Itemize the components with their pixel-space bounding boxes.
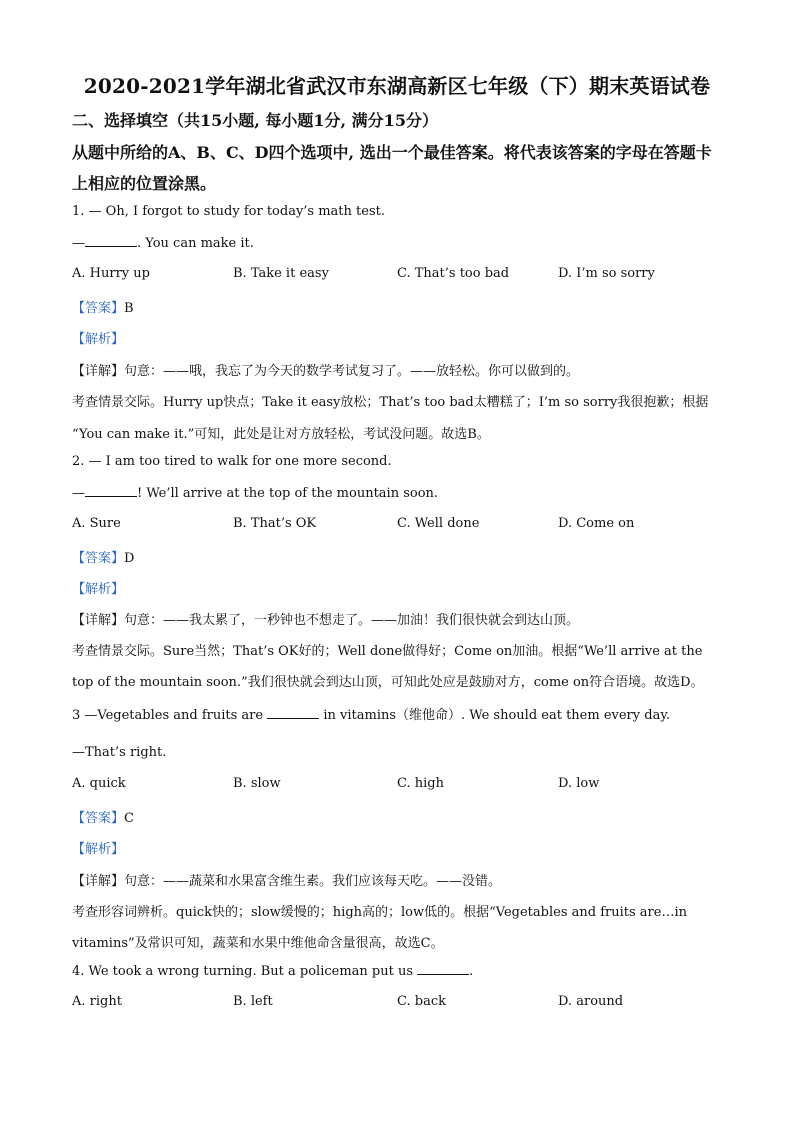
q3-option-d: D. low (558, 776, 600, 791)
q3-answer (72, 807, 728, 826)
q2-response (72, 485, 728, 501)
q3-stem-end: in vitamins（维他命）. We should eat them every day. (323, 708, 671, 723)
q3-answer-value: C (124, 811, 134, 826)
instruction-line-2: 上相应的位置涂黑。 (72, 174, 217, 193)
q3-blank (267, 707, 319, 719)
q1-response (72, 235, 728, 251)
q2-option-c: C. Well done (397, 516, 480, 531)
q1-explain-1: 考查情景交际。Hurry up快点；Take it easy放松；That’s too bad太糟糕了；I’m so sorry我很抱歉；根据 (72, 395, 709, 410)
q3-analysis (72, 838, 728, 857)
q4-stem (72, 963, 728, 979)
q3-option-a: A. quick (72, 776, 126, 791)
q3-response: —That’s right. (72, 745, 167, 760)
answer-label: 【答案】 (72, 301, 125, 316)
q1-analysis (72, 328, 728, 347)
q4-blank (417, 963, 469, 975)
q3-detail-text: 句意：——蔬菜和水果富含维生素。我们应该每天吃。——没错。 (124, 874, 502, 889)
q1-detail-text: 句意：——哦，我忘了为今天的数学考试复习了。——放轻松。你可以做到的。 (124, 364, 580, 379)
q3-stem (72, 704, 728, 723)
q2-detail-text: 句意：——我太累了，一秒钟也不想走了。——加油！我们很快就会到达山顶。 (124, 613, 580, 628)
q1-response-text: . You can make it. (137, 236, 254, 251)
analysis-label: 【解析】 (72, 332, 125, 347)
q1-explain-2: “You can make it.”可知，此处是让对方放轻松，考试没问题。故选B。 (72, 427, 490, 442)
q1-answer (72, 297, 728, 316)
q2-answer-value: D (124, 551, 135, 566)
q4-option-c: C. back (397, 994, 446, 1009)
instruction-line-1: 从题中所给的A、B、C、D四个选项中, 选出一个最佳答案。将代表该答案的字母在答题卡 (72, 143, 712, 162)
q2-answer (72, 547, 728, 566)
analysis-label: 【解析】 (72, 582, 125, 597)
q2-option-a: A. Sure (72, 516, 121, 531)
q3-explain-2: vitamins”及常识可知，蔬菜和水果中维他命含量很高，故选C。 (72, 936, 444, 951)
q2-option-b: B. That’s OK (233, 516, 317, 531)
q1-option-c: C. That’s too bad (397, 266, 510, 281)
answer-label: 【答案】 (72, 551, 125, 566)
q1-option-d: D. I’m so sorry (558, 266, 655, 281)
q2-stem: 2. — I am too tired to walk for one more second. (72, 454, 392, 469)
q2-analysis (72, 578, 728, 597)
analysis-label: 【解析】 (72, 842, 125, 857)
page-title: 2020-2021学年湖北省武汉市东湖高新区七年级（下）期末英语试卷 (83, 74, 711, 98)
q2-blank (85, 485, 137, 497)
q1-dash: — (72, 236, 85, 251)
section-heading: 二、选择填空（共15小题, 每小题1分, 满分15分） (72, 111, 438, 130)
q2-explain-2: top of the mountain soon.”我们很快就会到达山顶，可知此处应是鼓励对方，come on符合语境。故选D。 (72, 675, 704, 690)
q1-stem: 1. — Oh, I forgot to study for today’s math test. (72, 204, 385, 219)
q1-option-b: B. Take it easy (233, 266, 329, 281)
q4-stem-end: . (469, 964, 474, 979)
q2-dash: — (72, 486, 85, 501)
q1-blank (85, 235, 137, 247)
q4-option-a: A. right (72, 994, 122, 1009)
q4-option-b: B. left (233, 994, 273, 1009)
q2-option-d: D. Come on (558, 516, 635, 531)
answer-label: 【答案】 (72, 811, 125, 826)
q3-explain-1: 考查形容词辨析。quick快的；slow缓慢的；high高的；low低的。根据“Vegetables and fruits are…in (72, 905, 687, 920)
q2-explain-1: 考查情景交际。Sure当然；That’s OK好的；Well done做得好；Come on加油。根据“We’ll arrive at the (72, 644, 703, 659)
q4-option-d: D. around (558, 994, 624, 1009)
q3-stem-start: 3 —Vegetables and fruits are (72, 708, 264, 723)
detail-label: 【详解】 (72, 364, 125, 379)
detail-label: 【详解】 (72, 613, 125, 628)
q1-option-a: A. Hurry up (72, 266, 150, 281)
q3-detail (72, 870, 728, 889)
q1-answer-value: B (124, 301, 134, 316)
q2-response-text: ! We’ll arrive at the top of the mountain soon. (137, 486, 439, 501)
q4-stem-start: 4. We took a wrong turning. But a policeman put us (72, 964, 414, 979)
q3-option-b: B. slow (233, 776, 281, 791)
detail-label: 【详解】 (72, 874, 125, 889)
q2-detail (72, 609, 728, 628)
q1-detail (72, 360, 728, 379)
q3-option-c: C. high (397, 776, 444, 791)
